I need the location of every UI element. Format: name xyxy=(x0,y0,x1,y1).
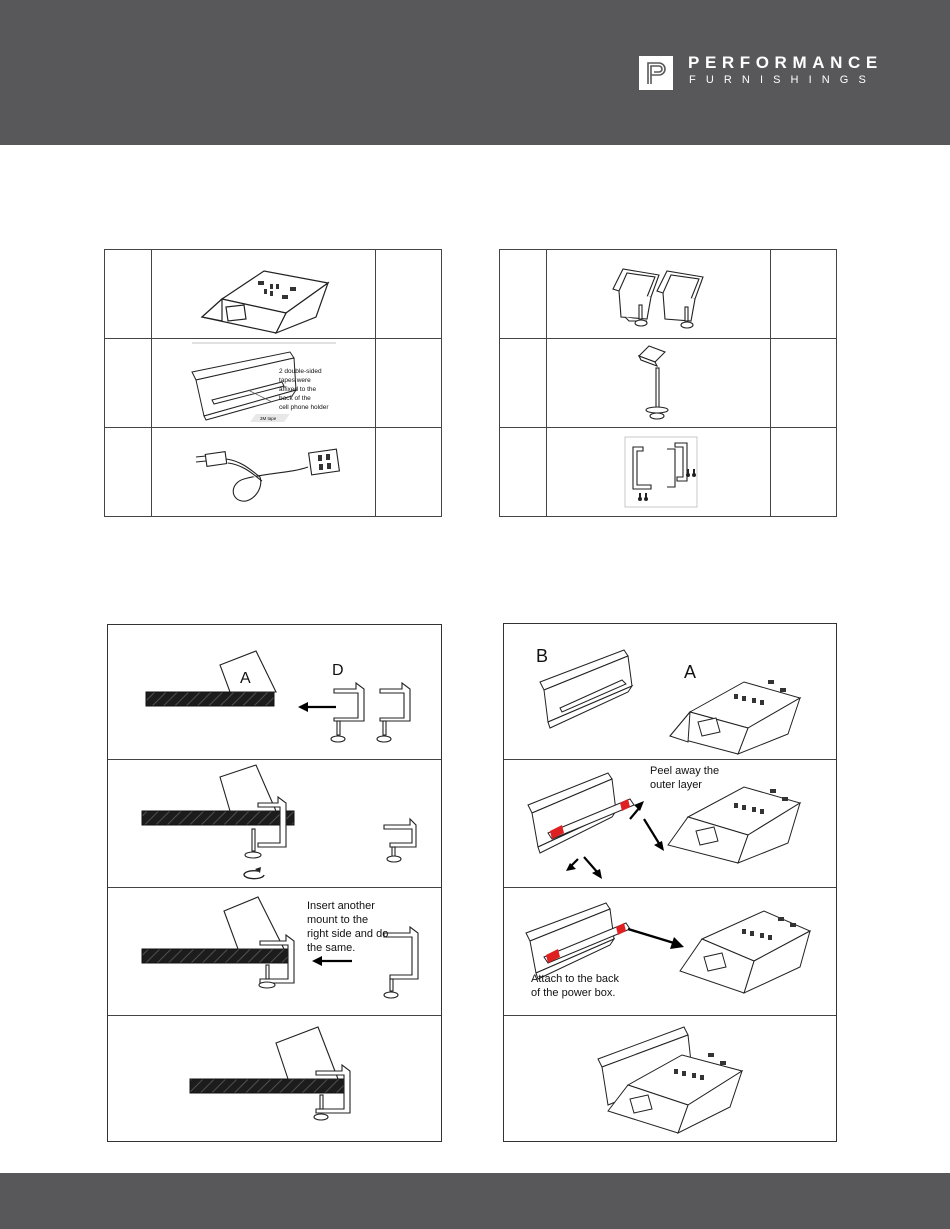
left-step3-line-4: the same. xyxy=(307,942,356,954)
step-left-1-illustration xyxy=(108,625,441,759)
step-left-3 xyxy=(108,887,441,1016)
tape-label: 3M tape xyxy=(259,416,276,421)
step-right-3 xyxy=(504,887,836,1016)
brand-name: PERFORMANCE xyxy=(688,53,883,72)
step-right-4-illustration xyxy=(504,1015,836,1141)
step-left-4 xyxy=(108,1015,441,1141)
step-right-4 xyxy=(504,1015,836,1141)
install-steps-right xyxy=(503,623,837,1142)
parts-row-power-cord xyxy=(105,428,442,517)
label-a-right: A xyxy=(684,662,697,682)
step-right-2 xyxy=(504,759,836,888)
step-left-3-illustration xyxy=(108,887,441,1015)
right-step2-line-1: Peel away the xyxy=(650,765,720,777)
label-b: B xyxy=(536,646,549,666)
parts-row-power-box xyxy=(105,250,442,339)
holder-note-line-1: 2 double-sided xyxy=(278,368,322,375)
step-left-2-illustration xyxy=(108,759,441,887)
step-left-4-illustration xyxy=(108,1015,441,1141)
step-left-2 xyxy=(108,759,441,888)
desk-clamps-icon xyxy=(547,251,769,337)
step-right-3-illustration xyxy=(504,887,836,1015)
parts-table-right xyxy=(499,249,837,517)
parts-table-left xyxy=(104,249,442,517)
step-right-2-illustration xyxy=(504,759,836,887)
holder-note-line-5: cell phone holder xyxy=(278,404,329,411)
power-box-icon xyxy=(152,251,374,337)
parts-row-phone-holder xyxy=(105,339,442,428)
logo-mark-icon xyxy=(639,56,673,90)
brand-subname: FURNISHINGS xyxy=(689,74,876,86)
parts-row-brackets-screws xyxy=(500,428,837,517)
label-a: A xyxy=(240,670,251,687)
left-step3-line-2: mount to the xyxy=(307,914,369,926)
left-step3-line-1: Insert another xyxy=(307,900,375,912)
brackets-screws-icon xyxy=(547,429,769,515)
power-cord-icon xyxy=(152,429,374,515)
step-right-1 xyxy=(504,624,836,760)
parts-row-clamp-screw xyxy=(500,339,837,428)
holder-note-line-4: back of the xyxy=(278,395,311,402)
install-steps-left xyxy=(107,624,442,1142)
clamp-screw-icon xyxy=(547,340,769,426)
holder-note-line-3: affixed to the xyxy=(278,386,316,393)
label-d: D xyxy=(332,662,344,679)
right-step3-line-2: of the power box. xyxy=(531,987,616,999)
step-left-1 xyxy=(108,625,441,760)
phone-holder-icon xyxy=(152,340,374,426)
right-step3-line-1: Attach to the back xyxy=(531,973,620,985)
header-bar xyxy=(0,0,950,145)
step-right-1-illustration xyxy=(504,624,836,759)
right-step2-line-2: outer layer xyxy=(650,779,702,791)
left-step3-line-3: right side and do xyxy=(307,928,389,940)
footer-bar xyxy=(0,1173,950,1229)
parts-row-desk-clamps xyxy=(500,250,837,339)
holder-note-line-2: tapes were xyxy=(278,377,311,384)
